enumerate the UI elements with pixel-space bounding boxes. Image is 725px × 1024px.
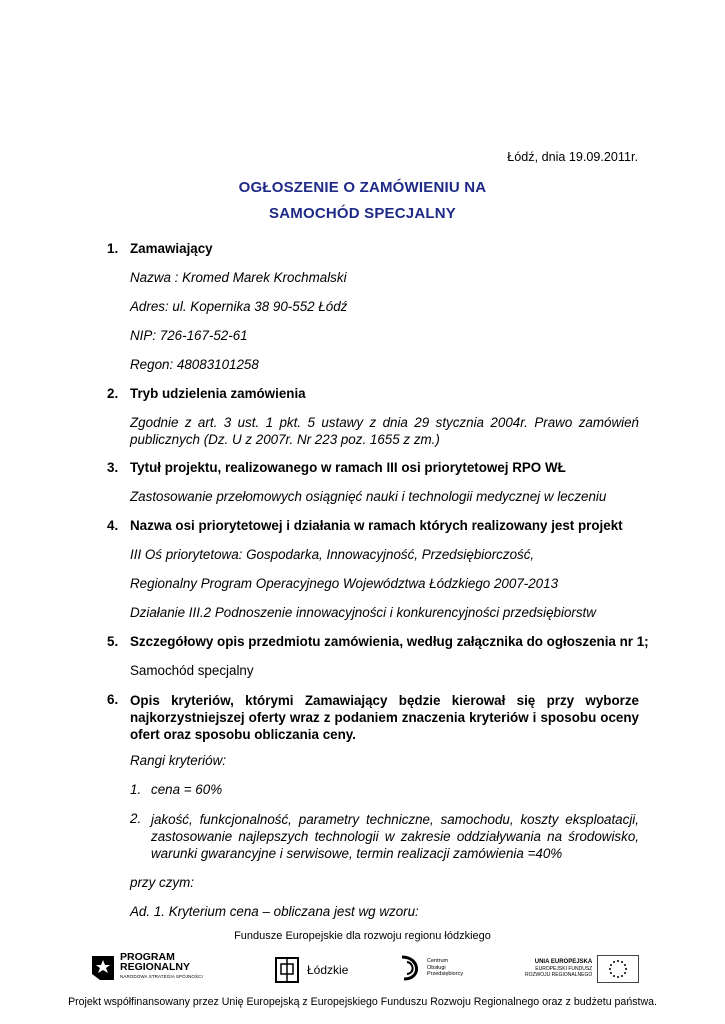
where-label: przy czym: <box>130 875 194 890</box>
obslugi-label: Obsługi <box>427 964 446 971</box>
lodzkie-logo <box>273 955 348 985</box>
eu-label: UNIA EUROPEJSKA <box>534 959 593 966</box>
funds-line: Fundusze Europejskie dla rozwoju regionu łódzkiego <box>234 930 491 942</box>
measure-text: Działanie III.2 Podnoszenie innowacyjności i konkurencyjności przedsiębiorstw <box>130 605 596 620</box>
section-3-number: 3. <box>107 460 119 475</box>
section-4-heading: Nazwa osi priorytetowej i działania w ramach których realizowany jest projekt <box>130 518 623 533</box>
section-5-text: Samochód specjalny <box>130 663 254 678</box>
section-6-heading: Opis kryteriów, którymi Zamawiający będzie kierował się przy wyborze najkorzystniejszej oferty wraz z podaniem znaczenia kryteriów i sposobu oceny ofert oraz sposobu obliczania ceny. <box>130 693 639 742</box>
centrum-obslugi-logo <box>398 953 463 983</box>
program-label: PROGRAM <box>120 951 175 963</box>
priority-axis: III Oś priorytetowa: Gospodarka, Innowacyjność, Przedsiębiorczość, <box>130 547 535 562</box>
section-5-heading: Szczegółowy opis przedmiotu zamówienia, według załącznika do ogłoszenia nr 1; <box>130 634 649 649</box>
section-2-number: 2. <box>107 386 119 401</box>
program-regionalny-logo <box>90 952 203 982</box>
nss-label: NARODOWA STRATEGIA SPÓJNOŚCI <box>120 974 203 979</box>
lodzkie-emblem-icon <box>273 955 301 985</box>
buyer-address: Adres: ul. Kopernika 38 90-552 Łódź <box>130 299 348 314</box>
ranks-label: Rangi kryteriów: <box>130 753 226 768</box>
efrr-label-1: EUROPEJSKI FUNDUSZ <box>535 965 593 972</box>
criterion-2-number: 2. <box>130 811 142 826</box>
eu-flag <box>597 955 639 983</box>
document-date: Łódź, dnia 19.09.2011r. <box>507 150 638 164</box>
centrum-label: Centrum <box>427 958 449 965</box>
section-5-number: 5. <box>107 634 119 649</box>
eu-stars-icon <box>598 956 638 982</box>
section-1-number: 1. <box>107 241 119 256</box>
criterion-1-text: cena = 60% <box>151 782 223 797</box>
criterion-1-number: 1. <box>130 782 142 797</box>
program-regionalny-emblem-icon <box>90 952 116 982</box>
buyer-name: Nazwa : Kromed Marek Krochmalski <box>130 270 347 285</box>
section-2-heading: Tryb udzielenia zamówienia <box>130 386 306 401</box>
efrr-label-2: ROZWOJU REGIONALNEGO <box>525 972 593 979</box>
ad1-text: Ad. 1. Kryterium cena – obliczana jest wg wzoru: <box>130 904 419 919</box>
regionalny-label: REGIONALNY <box>120 961 191 973</box>
section-6-number: 6. <box>107 692 119 707</box>
section-4-number: 4. <box>107 518 119 533</box>
przedsiebiorcy-label: Przedsiębiorcy <box>427 971 464 978</box>
centrum-emblem-icon <box>398 953 424 983</box>
section-3-heading: Tytuł projektu, realizowanego w ramach III osi priorytetowej RPO WŁ <box>130 460 566 475</box>
buyer-regon: Regon: 48083101258 <box>130 357 259 372</box>
document-title-line1: OGŁOSZENIE O ZAMÓWIENIU NA <box>238 179 487 196</box>
section-3-text: Zastosowanie przełomowych osiągnięć nauki i technologii medycznej w leczeniu <box>130 489 607 504</box>
section-2-text: Zgodnie z art. 3 ust. 1 pkt. 5 ustawy z dnia 29 stycznia 2004r. Prawo zamówień publicznych (Dz. U z 2007r. Nr 223 poz. 1655 z zm.) <box>130 415 639 447</box>
cofinance-line: Projekt współfinansowany przez Unię Europejską z Europejskiego Funduszu Rozwoju Regionalnego oraz z budżetu państwa. <box>68 996 657 1008</box>
criterion-2-text: jakość, funkcjonalność, parametry techniczne, samochodu, koszty eksploatacji, zastosowanie najlepszych technologii w zakresie oddziaływania na środowisko, warunki gwarancyjne i serwisowe, termin realizacji zamówienia =40% <box>151 812 639 861</box>
buyer-nip: NIP: 726-167-52-61 <box>130 328 248 343</box>
regional-program: Regionalny Program Operacyjnego Województwa Łódzkiego 2007-2013 <box>130 576 559 591</box>
lodzkie-label: Łódzkie <box>307 963 349 977</box>
section-1-heading: Zamawiający <box>130 241 213 256</box>
document-title-line2: SAMOCHÓD SPECJALNY <box>269 205 456 222</box>
eu-logo <box>525 955 639 983</box>
